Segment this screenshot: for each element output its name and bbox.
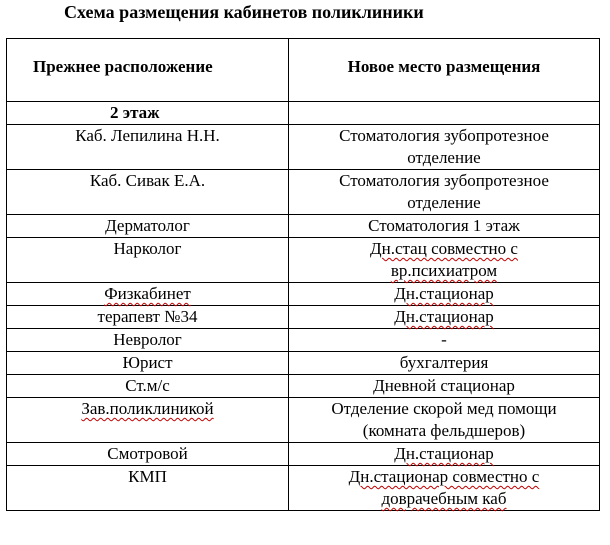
new-location-line1: Стоматология зубопротезное xyxy=(339,171,549,190)
previous-location-cell xyxy=(7,306,289,329)
table-row xyxy=(7,466,600,511)
new-location-line1: - xyxy=(441,330,447,349)
previous-location-cell xyxy=(7,466,289,511)
header-previous-location: Прежнее расположение xyxy=(7,39,289,102)
new-location-cell xyxy=(289,238,600,283)
new-location-line1: бухгалтерия xyxy=(399,353,489,372)
previous-location-cell xyxy=(7,238,289,283)
previous-location-text: Невролог xyxy=(113,330,182,349)
previous-location-text: Физкабинет xyxy=(104,284,191,303)
new-location-line1: Дн.стационар xyxy=(394,444,494,463)
table-row xyxy=(7,443,600,466)
new-location-cell xyxy=(289,398,600,443)
new-location-line1: Дневной стационар xyxy=(373,376,515,395)
new-location-line1: Стоматология 1 этаж xyxy=(368,216,520,235)
new-location-line2: (комната фельдшеров) xyxy=(362,421,526,440)
table-row xyxy=(7,125,600,170)
previous-location-text: Каб. Лепилина Н.Н. xyxy=(75,126,220,145)
table-row xyxy=(7,352,600,375)
previous-location-cell xyxy=(7,215,289,238)
room-placement-table xyxy=(6,38,600,511)
new-location-line1: Дн.стационар совместно с xyxy=(348,467,540,486)
table-row xyxy=(7,283,600,306)
new-location-cell xyxy=(289,215,600,238)
previous-location-text: Ст.м/с xyxy=(125,376,170,395)
new-location-line2: отделение xyxy=(407,148,481,167)
new-location-cell xyxy=(289,466,600,511)
document-title: Схема размещения кабинетов поликлиники xyxy=(64,2,424,22)
previous-location-cell xyxy=(7,398,289,443)
table-row xyxy=(7,398,600,443)
new-location-cell xyxy=(289,329,600,352)
new-location-line1: Дн.стационар xyxy=(394,284,494,303)
new-location-cell xyxy=(289,375,600,398)
new-location-line1: Стоматология зубопротезное xyxy=(339,126,549,145)
table-row xyxy=(7,215,600,238)
table-header-row xyxy=(7,39,600,102)
table-row xyxy=(7,238,600,283)
new-location-cell xyxy=(289,283,600,306)
previous-location-text: Каб. Сивак Е.А. xyxy=(89,171,206,190)
new-location-line2: доврачебным каб xyxy=(381,489,507,508)
new-location-line2: отделение xyxy=(407,193,481,212)
new-location-line1: Отделение скорой мед помощи xyxy=(331,399,557,418)
new-location-line1: Дн.стац совместно с xyxy=(370,239,518,258)
previous-location-cell xyxy=(7,443,289,466)
section-row xyxy=(7,102,600,125)
previous-location-cell xyxy=(7,329,289,352)
previous-location-text: Смотровой xyxy=(107,444,188,463)
table-row xyxy=(7,375,600,398)
previous-location-cell xyxy=(7,283,289,306)
previous-location-text: КМП xyxy=(128,467,167,486)
new-location-cell xyxy=(289,170,600,215)
table-row xyxy=(7,329,600,352)
previous-location-cell xyxy=(7,375,289,398)
previous-location-text: Дерматолог xyxy=(105,216,190,235)
new-location-cell xyxy=(289,306,600,329)
table-row xyxy=(7,306,600,329)
previous-location-cell xyxy=(7,170,289,215)
previous-location-text: Зав.поликлиникой xyxy=(81,399,214,418)
previous-location-text: Нарколог xyxy=(113,239,182,258)
new-location-cell xyxy=(289,443,600,466)
previous-location-text: терапевт №34 xyxy=(97,307,198,326)
section-empty-cell xyxy=(289,102,600,125)
header-new-location: Новое место размещения xyxy=(289,39,600,102)
previous-location-text: Юрист xyxy=(122,353,173,372)
new-location-cell xyxy=(289,352,600,375)
previous-location-cell xyxy=(7,125,289,170)
new-location-cell xyxy=(289,125,600,170)
section-label: 2 этаж xyxy=(7,102,289,125)
new-location-line1: Дн.стационар xyxy=(394,307,494,326)
previous-location-cell xyxy=(7,352,289,375)
new-location-line2: вр.психиатром xyxy=(390,261,498,280)
table-row xyxy=(7,170,600,215)
